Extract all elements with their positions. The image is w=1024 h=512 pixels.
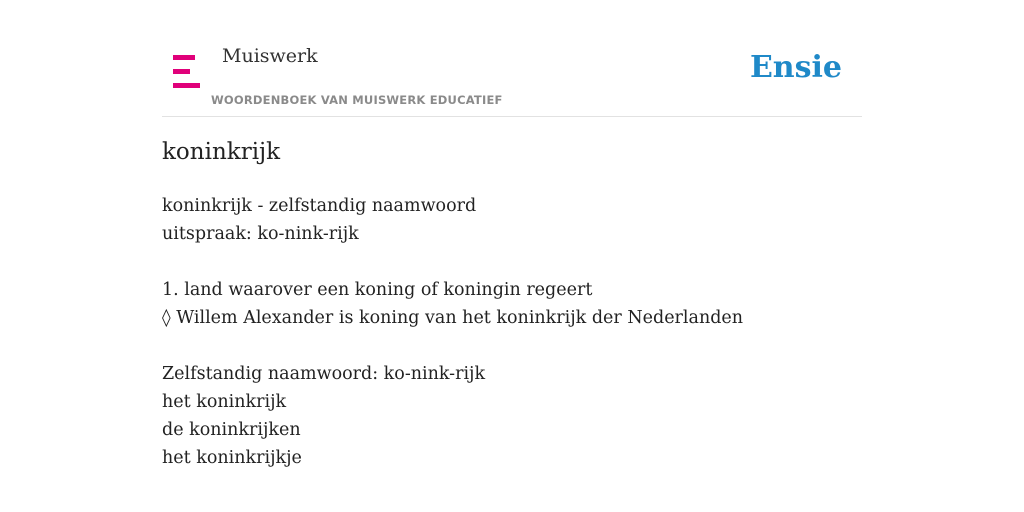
definition-line-plural: de koninkrijken — [162, 420, 301, 440]
definition-line-meaning: 1. land waarover een koning of koningin regeert — [162, 280, 593, 300]
logo-bar-bottom — [173, 83, 200, 88]
site-header — [162, 0, 862, 117]
definition-line-pronunciation: uitspraak: ko-nink-rijk — [162, 224, 359, 244]
definition-line-singular: het koninkrijk — [162, 392, 287, 412]
definition-line-diminutive: het koninkrijkje — [162, 448, 302, 468]
definition-line-wordclass: koninkrijk - zelfstandig naamwoord — [162, 196, 477, 216]
entry-definition — [162, 192, 743, 472]
logo-bar-middle — [173, 69, 190, 74]
definition-line-blank — [162, 332, 743, 360]
muiswerk-logo-icon[interactable] — [173, 55, 200, 88]
brand-name[interactable]: Muiswerk — [222, 45, 318, 67]
definition-line-noun-heading: Zelfstandig naamwoord: ko-nink-rijk — [162, 364, 486, 384]
ensie-logo[interactable]: Ensie — [749, 50, 842, 85]
definition-line-blank — [162, 248, 743, 276]
entry-title: koninkrijk — [162, 139, 281, 165]
logo-bar-top — [173, 55, 195, 60]
definition-line-example: ◊ Willem Alexander is koning van het koninkrijk der Nederlanden — [162, 308, 744, 328]
brand-subtitle: WOORDENBOEK VAN MUISWERK EDUCATIEF — [211, 93, 503, 107]
